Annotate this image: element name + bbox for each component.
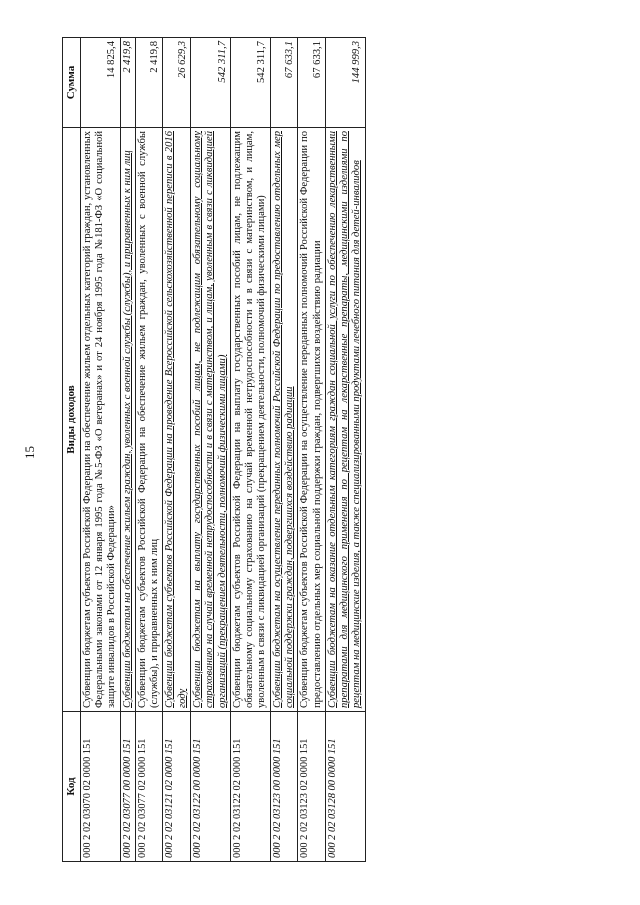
row-code: 000 2 02 03121 02 0000 151 <box>163 712 191 862</box>
row-description: Субвенции бюджетам на обеспечение жильем граждан, уволенных с военной службы (службы), и приравненных к ним лиц <box>120 128 135 712</box>
table-row <box>163 38 191 862</box>
table-row <box>230 38 270 862</box>
row-sum: 67 633,1 <box>270 38 298 128</box>
row-code: 000 2 02 03122 02 0000 151 <box>230 712 270 862</box>
row-code: 000 2 02 03070 02 0000 151 <box>80 712 120 862</box>
row-code: 000 2 02 03123 02 0000 151 <box>298 712 326 862</box>
row-sum: 14 825,4 <box>80 38 120 128</box>
row-sum: 2 419,8 <box>135 38 163 128</box>
row-code: 000 2 02 03077 00 0000 151 <box>120 712 135 862</box>
row-sum: 144 999,3 <box>325 38 365 128</box>
table-row <box>80 38 120 862</box>
row-description: Субвенции бюджетам на выплату государственных пособий лицам, не подлежащим обязательному социальному страхованию на случай временной нетрудоспособности и в связи с материнством, и лицам, уволенным в связи с ликвидацией организаций (прекращением деятельности, полномочий физическими лицами) <box>191 128 231 712</box>
row-code: 000 2 02 03122 00 0000 151 <box>191 712 231 862</box>
row-sum: 2 419,8 <box>120 38 135 128</box>
row-description: Субвенции бюджетам на осуществление переданных полномочий Российской Федерации по предоставлению отдельных мер социальной поддержки граждан, подвергшихся воздействию радиации <box>270 128 298 712</box>
row-description: Субвенции бюджетам субъектов Российской Федерации на проведение Всероссийской сельскохозяйственной переписи в 2016 году <box>163 128 191 712</box>
row-sum: 26 629,3 <box>163 38 191 128</box>
row-description: Субвенции бюджетам субъектов Российской Федерации на выплату государственных пособий лицам, не подлежащим обязательному социальному страхованию на случай временной нетрудоспособности и в связи с материнством, и лицам, уволенным в связи с ликвидацией организаций (прекращением деятельности, полномочий физическими лицами) <box>230 128 270 712</box>
row-code: 000 2 02 03077 02 0000 151 <box>135 712 163 862</box>
row-sum: 67 633,1 <box>298 38 326 128</box>
page-number: 15 <box>22 446 37 459</box>
table-row <box>120 38 135 862</box>
row-sum: 542 311,7 <box>230 38 270 128</box>
header-sum: Сумма <box>63 38 81 128</box>
row-code: 000 2 02 03128 00 0000 151 <box>325 712 365 862</box>
revenue-table <box>62 37 366 862</box>
row-description: Субвенции бюджетам на оказание отдельным категориям граждан социальной услуги по обеспечению лекарственными препаратами для медицинского применения по рецептам на лекарственные препараты, медицинскими изделиями по рецептам на медицинские изделия, а также специализированными продуктами лечебного питания для детей-инвалидов <box>325 128 365 712</box>
header-revenue-type: Виды доходов <box>63 128 81 712</box>
row-description: Субвенции бюджетам субъектов Российской Федерации на обеспечение жильем отдельных категорий граждан, установленных Федеральными законами от 12 января 1995 года №5-ФЗ «О ветеранах» и от 24 ноября 1995 года №181-ФЗ «О социальной защите инвалидов в Российской Федерации» <box>80 128 120 712</box>
row-description: Субвенции бюджетам субъектов Российской Федерации на осуществление переданных полномочий Российской Федерации по предоставлению отдельных мер социальной поддержки граждан, подвергшихся воздействию радиации <box>298 128 326 712</box>
table-row <box>298 38 326 862</box>
row-description: Субвенции бюджетам субъектов Российской Федерации на обеспечение жильем граждан, уволенных с военной службы (службы), и приравненных к ним лиц <box>135 128 163 712</box>
table-row <box>191 38 231 862</box>
table-row <box>325 38 365 862</box>
row-code: 000 2 02 03123 00 0000 151 <box>270 712 298 862</box>
table-header-row <box>63 38 81 862</box>
table-row <box>270 38 298 862</box>
table-row <box>135 38 163 862</box>
row-sum: 542 311,7 <box>191 38 231 128</box>
header-code: Код <box>63 712 81 862</box>
